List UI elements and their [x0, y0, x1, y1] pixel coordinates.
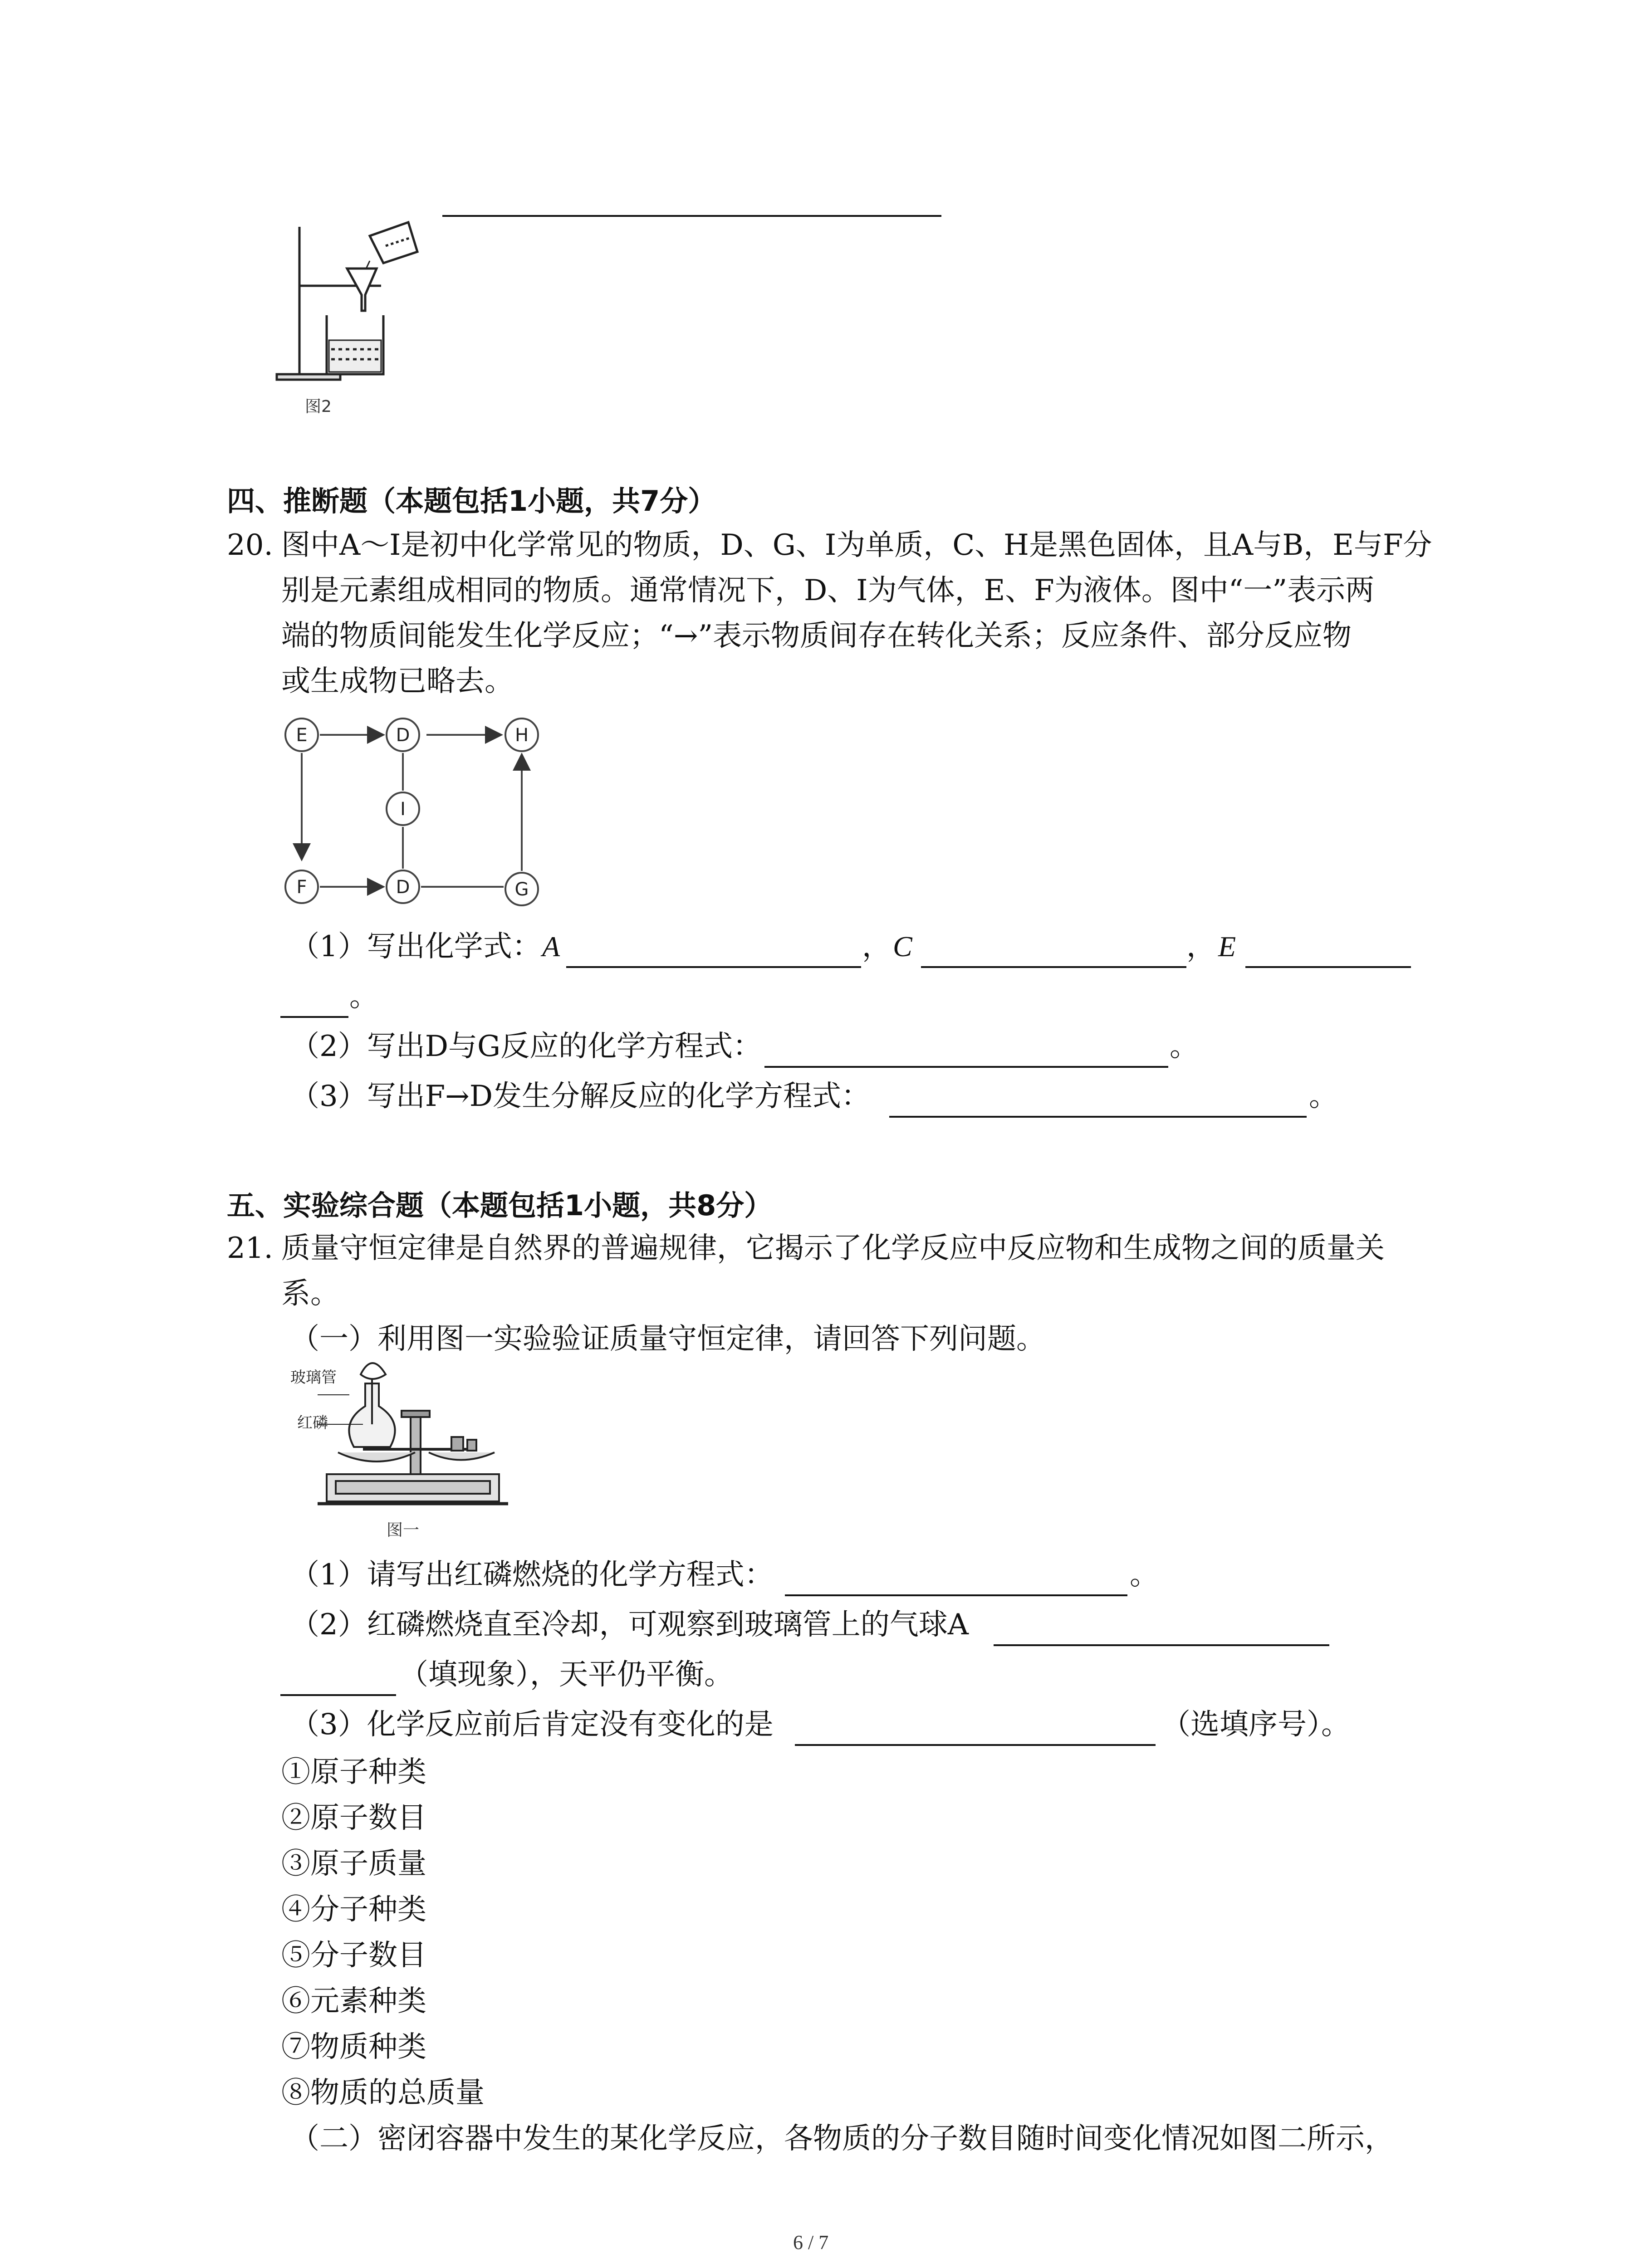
balance-figure [272, 1356, 526, 1547]
fig1-caption: 图一 [386, 1521, 420, 1540]
q20-stem-line3: 端的物质间能发生化学反应；“→”表示物质间存在转化关系；反应条件、部分反应物 [281, 619, 1352, 653]
q20-stem-line2: 别是元素组成相同的物质。通常情况下，D、I为气体，E、F为液体。图中“一”表示两 [281, 574, 1375, 607]
option-1: ①原子种类 [281, 1755, 426, 1789]
q20-sub1-label-a: A [542, 930, 560, 963]
q20-sub1-label-e: E [1218, 930, 1236, 963]
fig1-label-tube: 玻璃管 [290, 1369, 337, 1387]
answer-blank-a[interactable] [566, 966, 861, 968]
option-4: ④分子种类 [281, 1893, 426, 1926]
answer-blank-balloon-phenomenon-cont[interactable] [280, 1694, 396, 1696]
q21-sub3-text: （3）化学反应前后肯定没有变化的是 [290, 1708, 774, 1741]
q21-stem-line2: 系。 [281, 1277, 339, 1310]
fig2-caption: 图2 [305, 397, 332, 416]
node-label-D-top: D [396, 725, 410, 746]
answer-blank-red-phosphorus-equation[interactable] [785, 1594, 1127, 1596]
q21-sub2-text: （2）红磷燃烧直至冷却，可观察到玻璃管上的气球A [290, 1608, 969, 1642]
q20-stem-line1: 图中A～I是初中化学常见的物质，D、G、I为单质，C、H是黑色固体，且A与B，E与F分 [281, 528, 1432, 562]
node-label-I: I [400, 799, 406, 820]
q20-sub1-sep-c: ， [862, 930, 891, 963]
q20-stem-line4: 或生成物已略去。 [281, 665, 514, 698]
option-7: ⑦物质种类 [281, 2030, 426, 2064]
q20-sub1-label-c: C [893, 930, 912, 963]
q20-number: 20. [227, 528, 273, 562]
answer-blank-c[interactable] [921, 966, 1186, 968]
q20-sub3-end: 。 [1309, 1080, 1338, 1113]
q20-sub2-prefix: （2）写出D与G反应的化学方程式： [290, 1030, 762, 1063]
section5-heading: 五、实验综合题（本题包括1小题，共8分） [227, 1189, 773, 1222]
node-label-D-bottom: D [396, 877, 410, 898]
node-label-E: E [296, 725, 308, 746]
q21-stem-line1: 质量守恒定律是自然界的普遍规律，它揭示了化学反应中反应物和生成物之间的质量关 [281, 1232, 1385, 1265]
q20-sub1-prefix: （1）写出化学式： [290, 930, 541, 963]
q21-sub1-end: 。 [1130, 1558, 1159, 1592]
answer-blank-e[interactable] [1245, 966, 1411, 968]
answer-blank-e-cont[interactable] [280, 1016, 348, 1018]
relation-diagram [272, 705, 554, 914]
q21-number: 21. [227, 1232, 273, 1265]
q20-sub1-sep-e: ， [1186, 930, 1215, 963]
node-label-F: F [296, 877, 307, 898]
node-label-G: G [514, 879, 529, 900]
page-number: 6 / 7 [793, 2231, 829, 2253]
option-5: ⑤分子数目 [281, 1939, 426, 1972]
q21-part2: （二）密闭容器中发生的某化学反应，各物质的分子数目随时间变化情况如图二所示， [290, 2122, 1394, 2156]
fig1-label-phosphorus: 红磷 [297, 1414, 328, 1432]
option-2: ②原子数目 [281, 1801, 426, 1835]
q21-sub3-end: （选填序号）。 [1161, 1708, 1350, 1741]
answer-blank-dg-equation[interactable] [764, 1066, 1168, 1068]
answer-blank-top[interactable] [442, 215, 941, 217]
option-8: ⑧物质的总质量 [281, 2076, 485, 2110]
answer-blank-unchanged[interactable] [795, 1744, 1156, 1746]
section4-heading: 四、推断题（本题包括1小题，共7分） [227, 484, 716, 518]
q21-sub2-line2: （填现象），天平仍平衡。 [399, 1658, 733, 1691]
filtration-figure [272, 218, 422, 417]
option-3: ③原子质量 [281, 1847, 426, 1881]
answer-blank-fd-equation[interactable] [889, 1116, 1307, 1118]
node-label-H: H [514, 725, 529, 746]
answer-blank-balloon-phenomenon[interactable] [994, 1644, 1329, 1646]
q20-sub3-prefix: （3）写出F→D发生分解反应的化学方程式： [290, 1080, 871, 1113]
q20-sub1-end: 。 [349, 980, 378, 1013]
option-6: ⑥元素种类 [281, 1984, 426, 2018]
q21-sub1-text: （1）请写出红磷燃烧的化学方程式： [290, 1558, 774, 1592]
q20-sub2-end: 。 [1170, 1030, 1199, 1063]
q21-part1: （一）利用图一实验验证质量守恒定律，请回答下列问题。 [290, 1322, 1045, 1356]
